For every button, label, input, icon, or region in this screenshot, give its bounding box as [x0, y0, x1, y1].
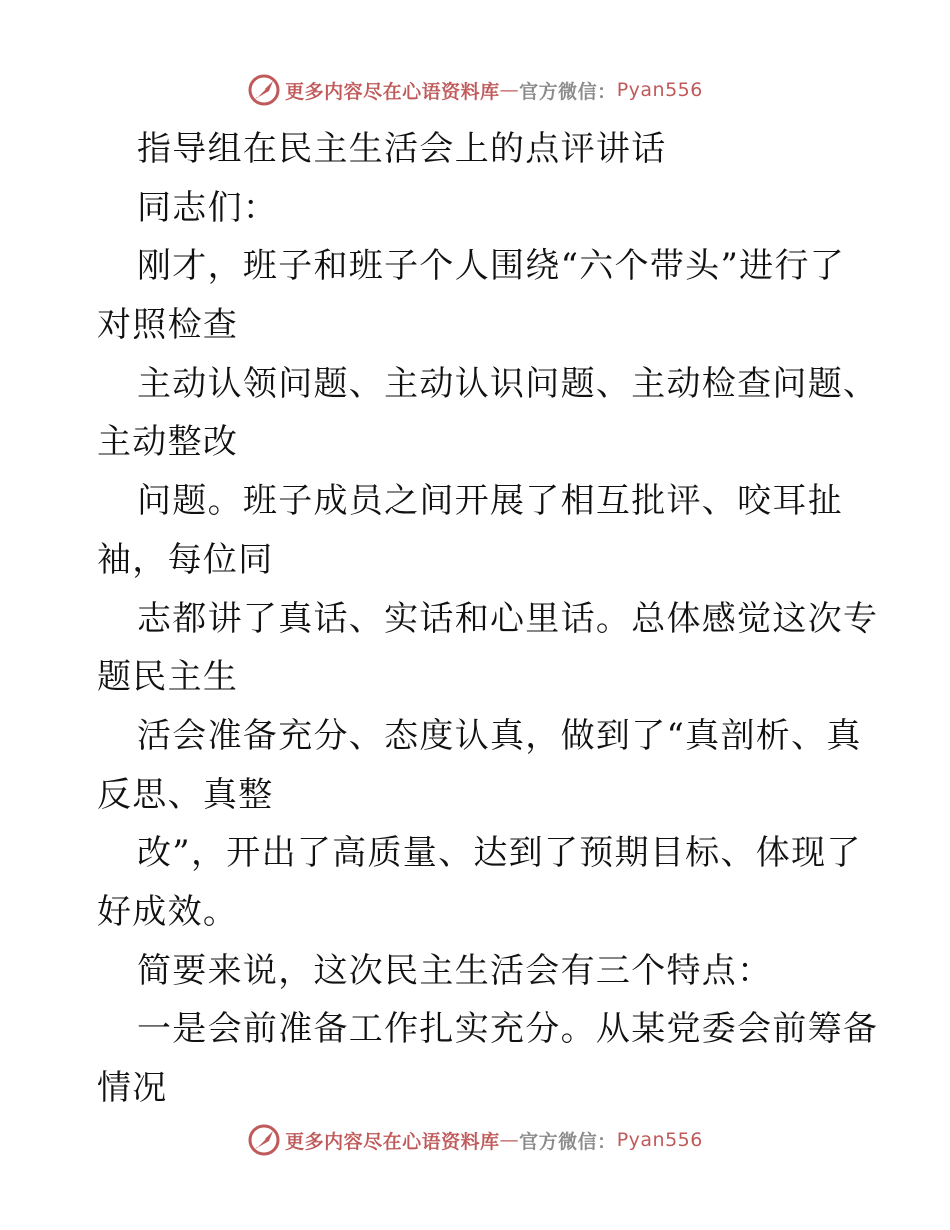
- text-line: 同志们：: [137, 187, 279, 228]
- banner-wechat-label: 官方微信：: [519, 1130, 617, 1153]
- text-line: 活会准备充分、态度认真，做到了“真剖析、真: [137, 715, 862, 756]
- text-line: 志都讲了真话、实话和心里话。总体感觉这次专: [137, 598, 879, 639]
- banner-wechat-handle: Pyan556: [616, 1129, 703, 1151]
- document-body: [97, 120, 879, 1118]
- text-line: 主动整改: [97, 422, 239, 463]
- banner-site-text: 更多内容尽在心语资料库: [285, 1130, 500, 1153]
- text-line: 袖，每位同: [97, 539, 274, 580]
- header-banner: [0, 70, 950, 110]
- banner-dash: —: [499, 79, 520, 101]
- text-line: 刚才，班子和班子个人围绕“六个带头”进行了: [137, 246, 846, 287]
- text-line: 一是会前准备工作扎实充分。从某党委会前筹备: [137, 1009, 879, 1050]
- banner-site-text: 更多内容尽在心语资料库: [285, 80, 500, 103]
- text-line: 主动认领问题、主动认识问题、主动检查问题、: [137, 363, 879, 404]
- banner-wechat-label: 官方微信：: [519, 80, 617, 103]
- quill-logo-icon: [247, 73, 281, 107]
- text-line: 反思、真整: [97, 774, 274, 815]
- text-line: 题民主生: [97, 657, 239, 698]
- quill-logo-icon: [247, 1123, 281, 1157]
- text-line: 改”，开出了高质量、达到了预期目标、体现了: [137, 833, 862, 874]
- text-line: 情况: [97, 1068, 168, 1108]
- banner-dash: —: [499, 1129, 520, 1151]
- text-line: 问题。班子成员之间开展了相互批评、咬耳扯: [137, 481, 843, 522]
- footer-banner: [0, 1120, 950, 1160]
- document-title: 指导组在民主生活会上的点评讲话: [137, 129, 667, 169]
- text-line: 好成效。: [97, 891, 239, 932]
- banner-wechat-handle: Pyan556: [616, 79, 703, 101]
- text-line: 对照检查: [97, 305, 239, 346]
- text-line: 简要来说，这次民主生活会有三个特点：: [137, 950, 773, 991]
